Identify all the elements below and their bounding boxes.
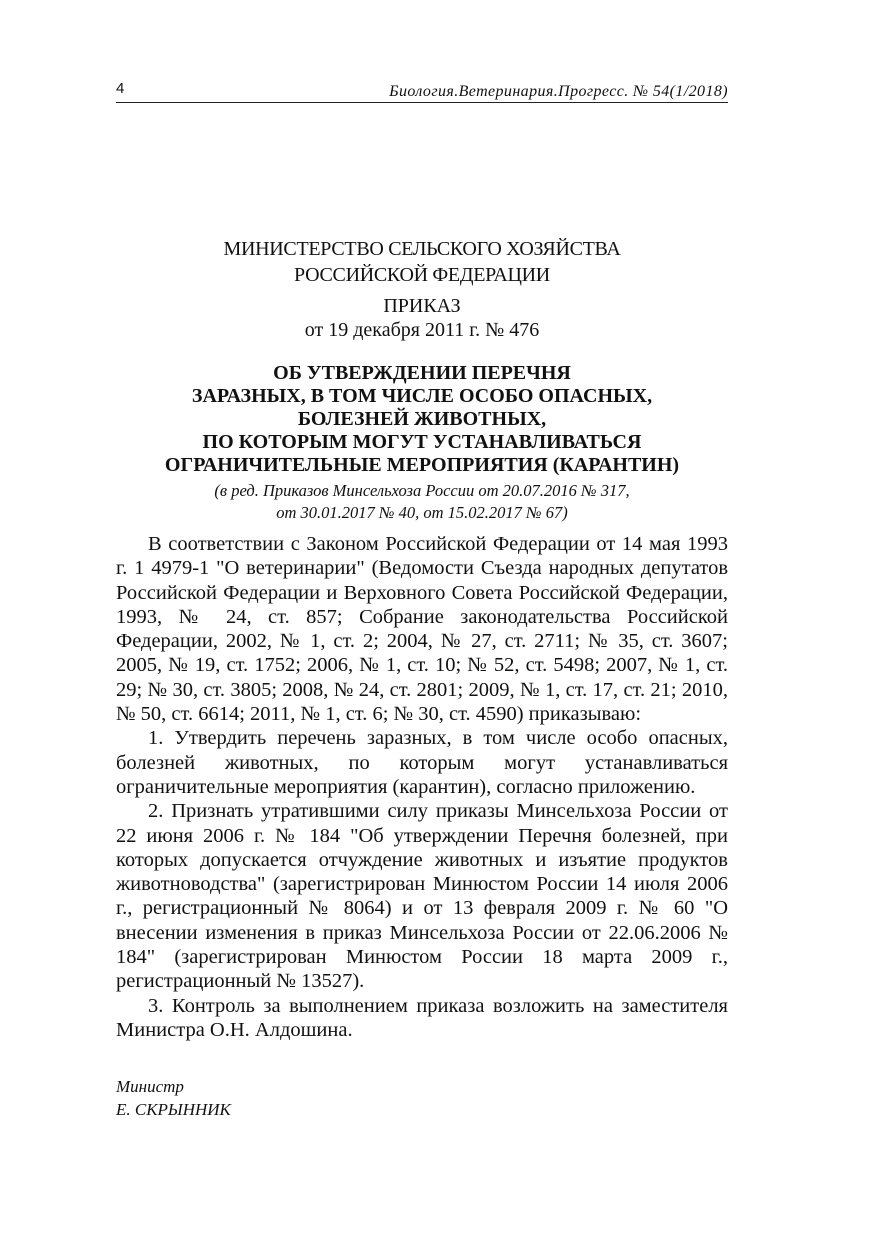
ministry-line: РОССИЙСКОЙ ФЕДЕРАЦИИ [294, 264, 550, 286]
body-paragraph: 1. Утвердить перечень заразных, в том числе особо опасных, болезней животных, по которым могут устанавливаться ограничительные мероприятия (карантин), согласно приложению. [116, 727, 728, 798]
body-paragraph: 3. Контроль за выполнением приказа возложить на заместителя Министра О.Н. Алдошина. [116, 994, 728, 1041]
title-line: БОЛЕЗНЕЙ ЖИВОТНЫХ, [297, 408, 547, 430]
title-line: ОБ УТВЕРЖДЕНИИ ПЕРЕЧНЯ [273, 362, 571, 384]
signatory-position: Министр [116, 1077, 184, 1096]
edition-line: (в ред. Приказов Минсельхоза России от 20.07.2016 № 317, [214, 481, 630, 500]
order-label: ПРИКАЗ [383, 295, 461, 317]
edition-note [116, 480, 728, 524]
order-heading [116, 294, 728, 342]
ministry-line: МИНИСТЕРСТВО СЕЛЬСКОГО ХОЗЯЙСТВА [223, 238, 621, 260]
document-title [116, 362, 728, 477]
body-paragraph: В соответствии с Законом Российской Федерации от 14 мая 1993 г. 1 4979-1 "О ветеринарии" (Ведомости Съезда народных депутатов Российской Федерации и Верховного Совета Российской Федерации, 1993, № 24, ст. 857; Собрание законодательства Российской Федерации, 2002, № 1, ст. 2; 2004, № 27, ст. 2711; № 35, ст. 3607; 2005, № 19, ст. 1752; 2006, № 1, ст. 10; № 52, ст. 5498; 2007, № 1, ст. 29; № 30, ст. 3805; 2008, № 24, ст. 2801; 2009, № 1, ст. 17, ст. 21; 2010, № 50, ст. 6614; 2011, № 1, ст. 6; № 30, ст. 4590) приказываю: [116, 533, 728, 726]
order-date-number: от 19 декабря 2011 г. № 476 [304, 319, 540, 341]
signature-block [116, 1075, 231, 1121]
edition-line: от 30.01.2017 № 40, от 15.02.2017 № 67) [276, 503, 568, 522]
page-number: 4 [116, 80, 125, 97]
running-header [116, 80, 728, 103]
order-body [116, 532, 728, 1042]
signatory-name: Е. СКРЫННИК [116, 1100, 231, 1119]
title-line: ПО КОТОРЫМ МОГУТ УСТАНАВЛИВАТЬСЯ [202, 431, 642, 453]
body-paragraph: 2. Признать утратившими силу приказы Минсельхоза России от 22 июня 2006 г. № 184 "Об утверждении Перечня болезней, при которых допускается отчуждение животных и изъятие продуктов животноводства" (зарегистрирован Минюстом России 14 июля 2006 г., регистрационный № 8064) и от 13 февраля 2009 г. № 60 "О внесении изменения в приказ Минсельхоза России от 22.06.2006 № 184" (зарегистрирован Минюстом России 18 марта 2009 г., регистрационный № 13527). [116, 800, 728, 993]
ministry-heading [116, 236, 728, 288]
title-line: ЗАРАЗНЫХ, В ТОМ ЧИСЛЕ ОСОБО ОПАСНЫХ, [191, 385, 653, 407]
journal-title: Биология.Ветеринария.Прогресс. № 54(1/2018) [389, 83, 728, 100]
title-line: ОГРАНИЧИТЕЛЬНЫЕ МЕРОПРИЯТИЯ (КАРАНТИН) [164, 454, 680, 476]
